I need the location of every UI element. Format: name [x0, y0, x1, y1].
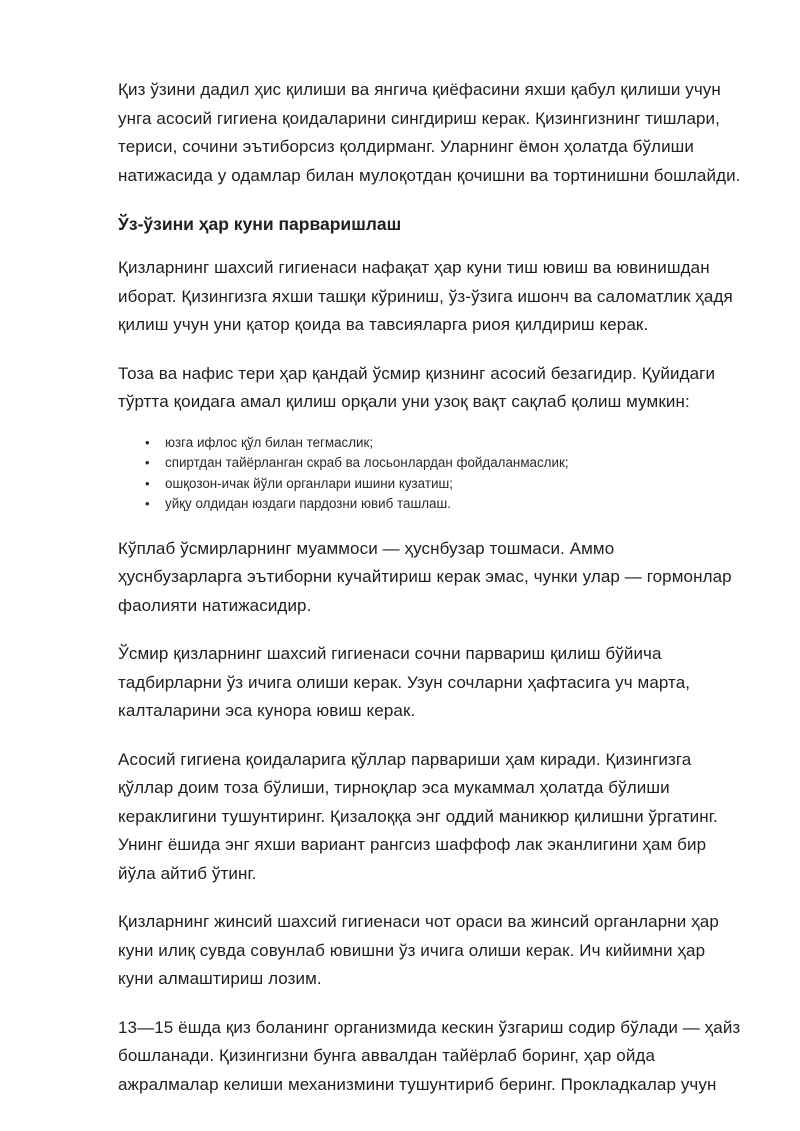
bullet-icon: •: [145, 455, 150, 470]
list-item: [145, 433, 743, 454]
intro-paragraph: Қиз ўзини дадил ҳис қилиши ва янгича қиёфасини яхши қабул қилиши учун унга асосий гигиена қоидаларини сингдириш керак. Қизингизнинг тишлари, териси, сочини эътиборсиз қолдирманг. Уларнинг ёмон ҳолатда бўлиши натижасида у одамлар билан мулоқотдан қочишни ва тортинишни бошлайди.: [118, 80, 741, 185]
paragraph: Қизларнинг жинсий шахсий гигиенаси чот ораси ва жинсий органларни ҳар куни илиқ сувда совунлаб ювишни ўз ичига олиши керак. Ич кийимни ҳар куни алмаштириш лозим.: [118, 912, 719, 988]
bullet-icon: •: [145, 496, 150, 511]
paragraph: Тоза ва нафис тери ҳар қандай ўсмир қизнинг асосий безагидир. Қуйидаги тўртта қоидага амал қилиш орқали уни узоқ вақт сақлаб қолиш мумкин:: [118, 363, 716, 411]
paragraph: 13—15 ёшда қиз боланинг организмида кескин ўзгариш содир бўлади — ҳайз бошланади. Қизингизни бунга аввалдан тайёрлаб боринг, ҳар ойда ажралмалар келиши механизмини тушунтириб беринг. Прокладкалар учун: [118, 1017, 741, 1094]
list-item: [145, 494, 743, 515]
document-page: [118, 76, 743, 1119]
list-item: [145, 453, 743, 474]
paragraph: Ўсмир қизларнинг шахсий гигиенаси сочни парвариш қилиш бўйича тадбирларни ўз ичига олиши керак. Узун сочларни ҳафтасига уч марта, калталарини эса кунора ювиш керак.: [118, 644, 691, 720]
paragraph: Асосий гигиена қоидаларига қўллар парвариши ҳам киради. Қизингизга қўллар доим тоза бўлиши, тирноқлар эса мукаммал ҳолатда бўлиши кераклигини тушунтиринг. Қизалоққа энг оддий маникюр қилишни ўргатинг. Унинг ёшида энг яхши вариант рангсиз шаффоф лак эканлигини ҳам бир йўла айтиб ўтинг.: [118, 749, 718, 883]
list-item-text: уйқу олдидан юздаги пардозни ювиб ташлаш.: [165, 496, 451, 511]
paragraph: Қизларнинг шахсий гигиенаси нафақат ҳар куни тиш ювиш ва ювинишдан иборат. Қизингизга яхши ташқи кўриниш, ўз-ўзига ишонч ва саломатлик ҳадя қилиш учун уни қатор қоида ва тавсияларга риоя қилдириш керак.: [118, 258, 733, 334]
paragraph: Кўплаб ўсмирларнинг муаммоси — ҳуснбузар тошмаси. Аммо ҳуснбузарларга эътиборни кучайтириш керак эмас, чунки улар — гормонлар фаолияти натижасидир.: [118, 538, 732, 615]
skin-rules-list: [118, 433, 743, 515]
bullet-icon: •: [145, 475, 150, 491]
list-item-text: юзга ифлос қўл билан тегмаслик;: [165, 434, 374, 450]
list-item-text: спиртдан тайёрланган скраб ва лосьонлардан фойдаланмаслик;: [165, 455, 569, 470]
bullet-icon: •: [145, 434, 150, 450]
list-item-text: ошқозон-ичак йўли органлари ишини кузатиш;: [165, 475, 453, 491]
list-item: [145, 474, 743, 495]
section-heading: Ўз-ўзини ҳар куни парваришлаш: [118, 214, 402, 234]
